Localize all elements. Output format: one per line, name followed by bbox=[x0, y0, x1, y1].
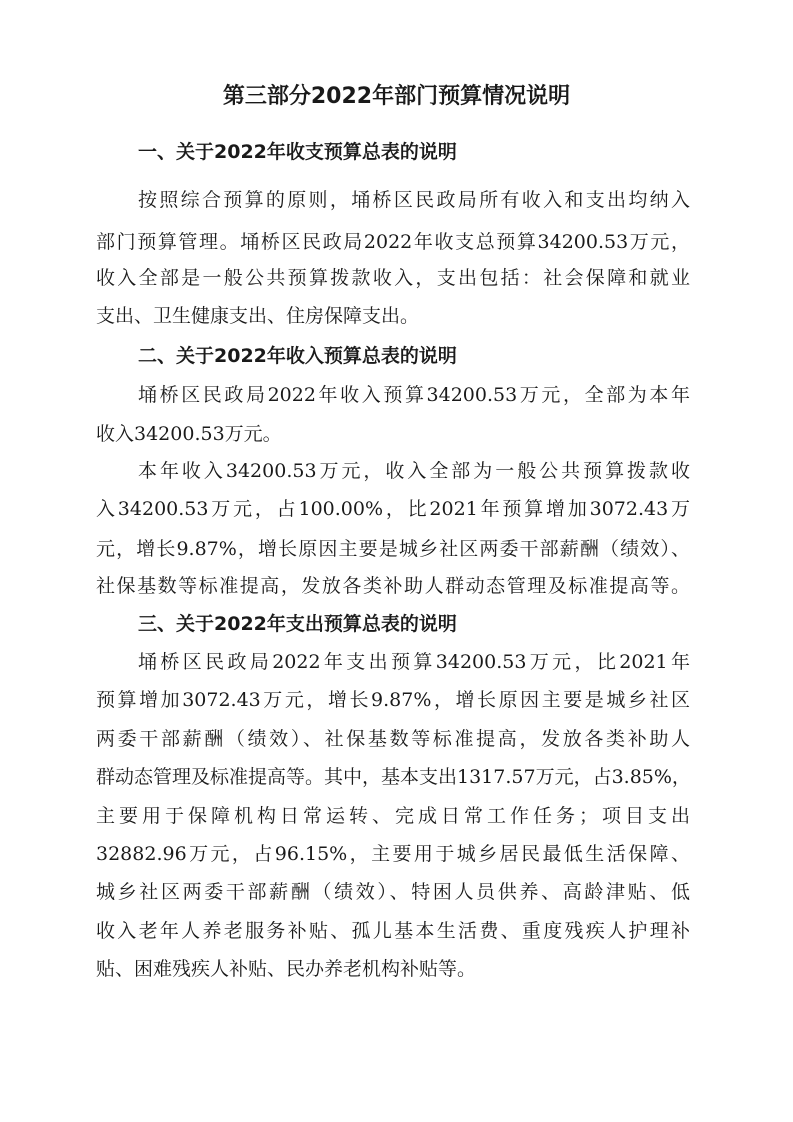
paragraph-line: 群动态管理及标准提高等。其中，基本支出1317.57万元，占3.85%， bbox=[96, 766, 691, 788]
paragraph-line: 预算增加3072.43万元，增长9.87%，增长原因主要是城乡社区 bbox=[96, 689, 690, 711]
paragraph-line: 入34200.53万元，占100.00%，比2021年预算增加3072.43万 bbox=[96, 498, 690, 520]
paragraph-line: 按照综合预算的原则，埇桥区民政局所有收入和支出均纳入 bbox=[138, 189, 690, 211]
paragraph-line: 32882.96万元，占96.15%，主要用于城乡居民最低生活保障、 bbox=[96, 843, 690, 865]
paragraph-line: 贴、困难残疾人补贴、民办养老机构补贴等。 bbox=[96, 958, 477, 980]
section-heading-3: 三、关于2022年支出预算总表的说明 bbox=[138, 613, 457, 635]
paragraph-line: 埇桥区民政局2022年支出预算34200.53万元，比2021年 bbox=[138, 651, 690, 673]
paragraph-line: 城乡社区两委干部薪酬（绩效）、特困人员供养、高龄津贴、低 bbox=[96, 881, 690, 903]
page-title: 第三部分2022年部门预算情况说明 bbox=[222, 84, 571, 109]
paragraph-line: 本年收入34200.53万元，收入全部为一般公共预算拨款收 bbox=[138, 460, 690, 482]
paragraph-line: 主要用于保障机构日常运转、完成日常工作任务；项目支出 bbox=[96, 805, 690, 827]
paragraph-line: 收入老年人养老服务补贴、孤儿基本生活费、重度残疾人护理补 bbox=[96, 920, 690, 942]
paragraph-line: 收入全部是一般公共预算拨款收入，支出包括：社会保障和就业 bbox=[96, 267, 690, 289]
paragraph-line: 两委干部薪酬（绩效）、社保基数等标准提高，发放各类补助人 bbox=[96, 728, 690, 750]
paragraph-line: 支出、卫生健康支出、住房保障支出。 bbox=[96, 305, 420, 327]
section-heading-1: 一、关于2022年收支预算总表的说明 bbox=[138, 141, 457, 163]
paragraph-line: 部门预算管理。埇桥区民政局2022年收支总预算34200.53万元， bbox=[96, 231, 690, 253]
paragraph-line: 埇桥区民政局2022年收入预算34200.53万元，全部为本年 bbox=[138, 384, 690, 406]
section-heading-2: 二、关于2022年收入预算总表的说明 bbox=[138, 345, 457, 367]
paragraph-line: 元，增长9.87%，增长原因主要是城乡社区两委干部薪酬（绩效）、 bbox=[96, 538, 690, 560]
paragraph-line: 收入34200.53万元。 bbox=[96, 423, 282, 445]
paragraph-line: 社保基数等标准提高，发放各类补助人群动态管理及标准提高等。 bbox=[96, 575, 690, 597]
